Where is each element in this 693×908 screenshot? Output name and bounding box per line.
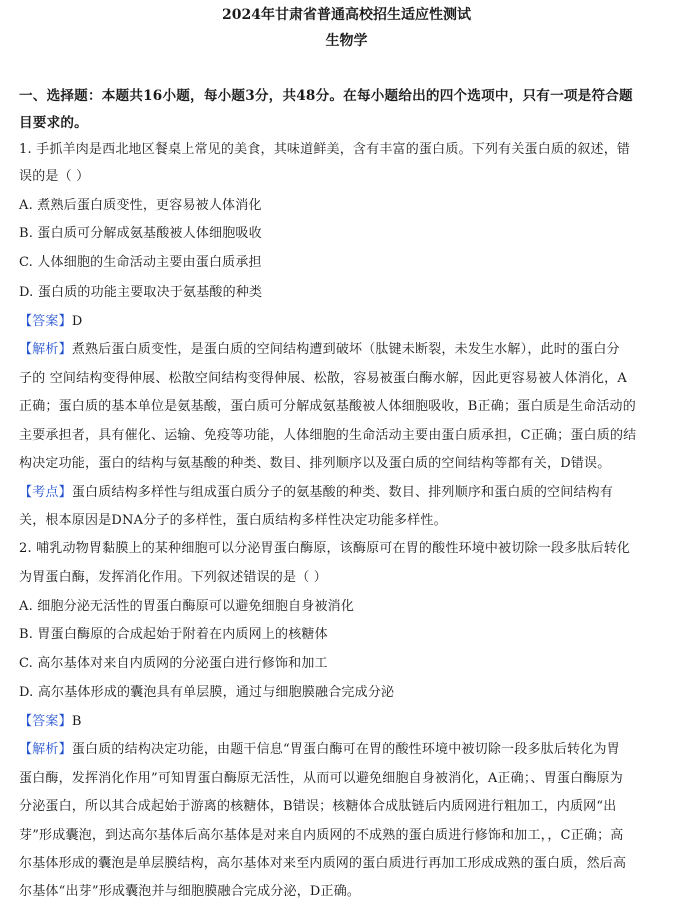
q2-analysis-line-3: 分泌蛋白，所以其合成起始于游离的核糖体，B错误；核糖体合成肽链后内质网进行粗加工，内质网“出 [19, 799, 617, 814]
analysis-tag: 【解析】 [19, 742, 72, 757]
q1-analysis-line-5: 构决定功能，蛋白的结构与氨基酸的种类、数目、排列顺序以及蛋白质的空间结构等都有关，D错误。 [19, 456, 611, 471]
q1-option-b: B. 蛋白质可分解成氨基酸被人体细胞吸收 [19, 226, 262, 241]
answer-value: B [71, 714, 82, 729]
point-text: 蛋白质结构多样性与组成蛋白质分子的氨基酸的种类、数目、排列顺序和蛋白质的空间结构有 [71, 485, 614, 500]
q1-stem-line-2: 误的是（ ） [19, 169, 90, 184]
answer-tag: 【答案】 [19, 314, 72, 329]
q1-stem-line-1: 1. 手抓羊肉是西北地区餐桌上常见的美食，其味道鲜美，含有丰富的蛋白质。下列有关蛋白质的叙述，错 [19, 142, 631, 157]
q2-analysis-line-5: 尔基体形成的囊泡是单层膜结构，高尔基体对来至内质网的蛋白质进行再加工形成成熟的蛋白质，然后高 [19, 856, 627, 871]
q1-answer [19, 313, 681, 331]
q1-analysis-line-4: 主要承担者，具有催化、运输、免疫等功能，人体细胞的生命活动主要由蛋白质承担，C正确；蛋白质的结 [19, 428, 637, 443]
q2-option-d: D. 高尔基体形成的囊泡具有单层膜，通过与细胞膜融合完成分泌 [19, 685, 395, 700]
q2-option-c: C. 高尔基体对来自内质网的分泌蛋白进行修饰和加工 [19, 656, 328, 671]
q2-option-a: A. 细胞分泌无活性的胃蛋白酶原可以避免细胞自身被消化 [19, 599, 355, 614]
section-heading-line-1: 一、选择题：本题共16小题，每小题3分，共48分。在每小题给出的四个选项中，只有一项是符合题 [19, 88, 633, 104]
q1-option-c: C. 人体细胞的生命活动主要由蛋白质承担 [19, 255, 262, 270]
q2-stem-line-1: 2. 哺乳动物胃黏膜上的某种细胞可以分泌胃蛋白酶原，该酶原可在胃的酸性环境中被切除一段多肽后转化 [19, 541, 631, 556]
subject-title: 生物学 [325, 33, 368, 49]
q1-analysis-line-1 [19, 341, 681, 359]
q2-analysis-line-6: 尔基体“出芽”形成囊泡并与细胞膜融合完成分泌，D正确。 [19, 884, 361, 899]
point-tag: 【考点】 [19, 485, 72, 500]
answer-tag: 【答案】 [19, 714, 72, 729]
q1-point-line-1 [19, 484, 681, 502]
answer-value: D [71, 314, 83, 329]
q1-option-d: D. 蛋白质的功能主要取决于氨基酸的种类 [19, 285, 263, 300]
q2-analysis-line-4: 芽”形成囊泡，到达高尔基体后高尔基体是对来自内质网的不成熟的蛋白质进行修饰和加工，，C正确；高 [19, 828, 624, 843]
q2-answer [19, 713, 681, 731]
analysis-text: 煮熟后蛋白质变性，是蛋白质的空间结构遭到破坏（肽键未断裂，未发生水解），此时的蛋白分 [71, 342, 620, 357]
q1-analysis-line-3: 正确；蛋白质的基本单位是氨基酸，蛋白质可分解成氨基酸被人体细胞吸收，B正确；蛋白质是生命活动的 [19, 399, 636, 414]
q2-analysis-line-2: 蛋白酶，发挥消化作用”可知胃蛋白酶原无活性，从而可以避免细胞自身被消化，A正确；、胃蛋白酶原为 [19, 771, 623, 786]
exam-title: 2024年甘肃省普通高校招生适应性测试 [222, 7, 471, 23]
section-heading-line-2: 目要求的。 [19, 115, 88, 131]
q2-stem-line-2: 为胃蛋白酶，发挥消化作用。下列叙述错误的是（ ） [19, 570, 327, 585]
q1-option-a: A. 煮熟后蛋白质变性，更容易被人体消化 [19, 198, 262, 213]
q2-option-b: B. 胃蛋白酶原的合成起始于附着在内质网上的核糖体 [19, 627, 328, 642]
q2-analysis-line-1 [19, 741, 681, 759]
q1-point-line-2: 关，根本原因是DNA分子的多样性，蛋白质结构多样性决定功能多样性。 [19, 513, 447, 528]
analysis-text: 蛋白质的结构决定功能，由题干信息“胃蛋白酶可在胃的酸性环境中被切除一段多肽后转化为胃 [71, 742, 620, 757]
analysis-tag: 【解析】 [19, 342, 72, 357]
q1-analysis-line-2: 子的 空间结构变得伸展、松散空间结构变得伸展、松散，容易被蛋白酶水解，因此更容易被人体消化，A [19, 371, 627, 386]
